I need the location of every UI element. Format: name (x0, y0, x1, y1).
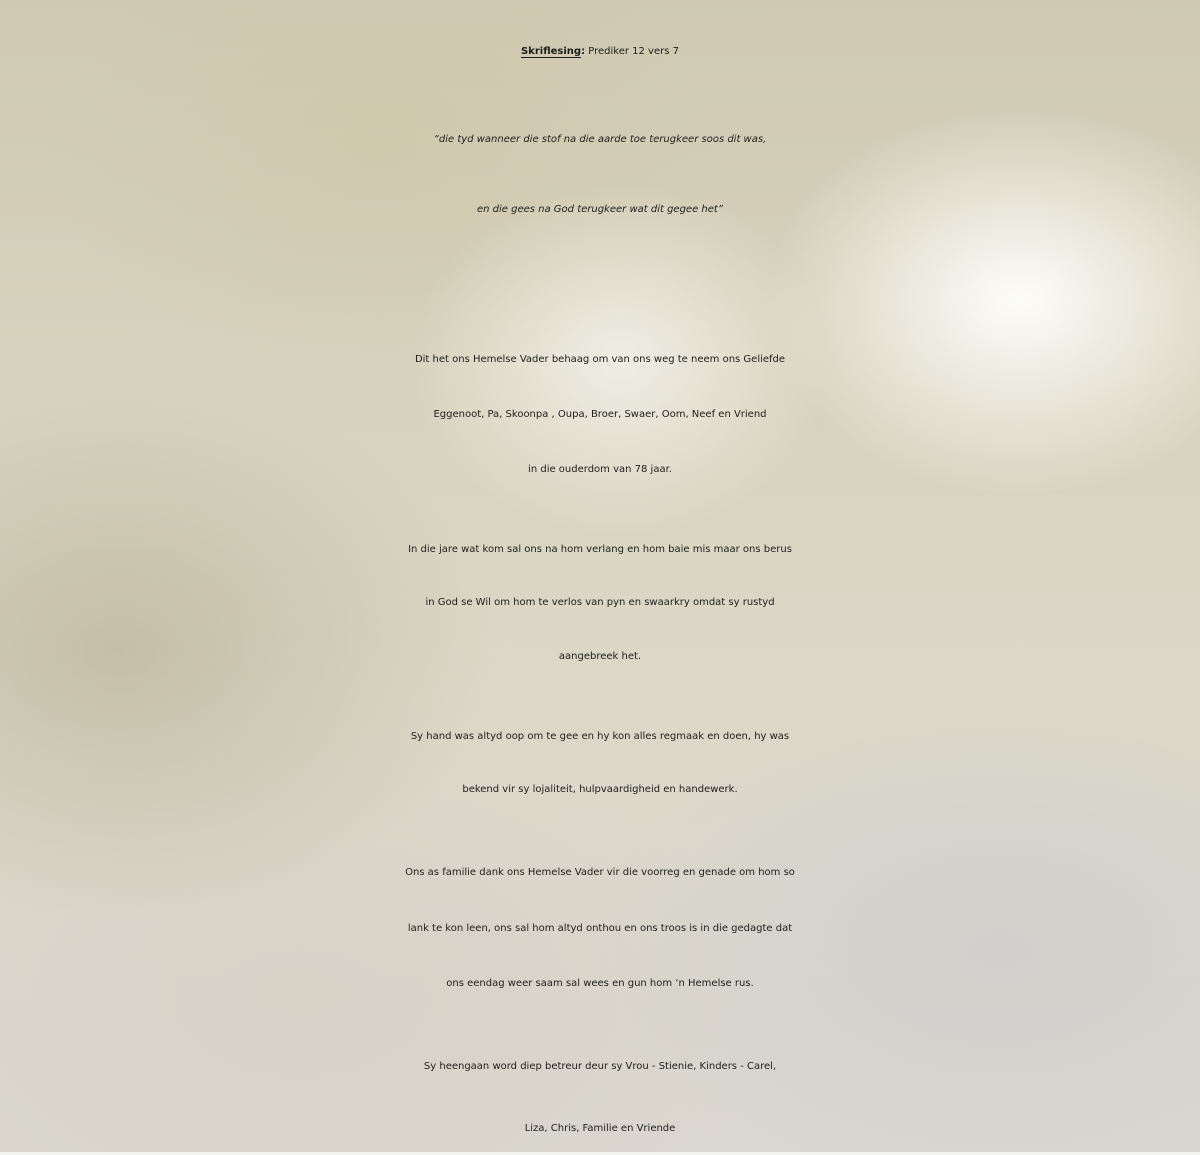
paragraph-line: in God se Wil om hom te verlos van pyn en swaarkry omdat sy rustyd (425, 597, 775, 608)
paragraph-line: in die ouderdom van 78 jaar. (528, 464, 672, 475)
heading-colon: : (581, 46, 586, 57)
paragraph-line: In die jare wat kom sal ons na hom verlang en hom baie mis maar ons berus (408, 544, 792, 555)
paragraph-line: Ons as familie dank ons Hemelse Vader vir die voorreg en genade om hom so (405, 867, 795, 878)
heading-label: Skriflesing (520, 46, 582, 57)
paragraph-line: Sy heengaan word diep betreur deur sy Vrou - Stienie, Kinders - Carel, (423, 1061, 777, 1072)
paragraph-line: lank te kon leen, ons sal hom altyd onthou en ons troos is in die gedagte dat (407, 923, 793, 934)
scripture-reference: Prediker 12 vers 7 (588, 46, 679, 57)
paragraph-line: bekend vir sy lojaliteit, hulpvaardigheid en handewerk. (462, 784, 738, 795)
paragraph-line: Sy hand was altyd oop om te gee en hy kon alles regmaak en doen, hy was (410, 731, 790, 742)
scripture-heading (0, 35, 1200, 69)
paragraph-line: Eggenoot, Pa, Skoonpa , Oupa, Broer, Swaer, Oom, Neef en Vriend (433, 409, 767, 420)
paragraph-line: Dit het ons Hemelse Vader behaag om van ons weg te neem ons Geliefde (414, 354, 786, 365)
paragraph-line: Liza, Chris, Familie en Vriende (524, 1123, 676, 1134)
paragraph-line: aangebreek het. (558, 651, 642, 662)
scripture-quote-line-1: “die tyd wanneer die stof na die aarde toe terugkeer soos dit was, (433, 134, 767, 145)
paragraph-line: ons eendag weer saam sal wees en gun hom ‘n Hemelse rus. (446, 978, 754, 989)
scripture-quote-line-2: en die gees na God terugkeer wat dit gegee het” (476, 204, 723, 215)
